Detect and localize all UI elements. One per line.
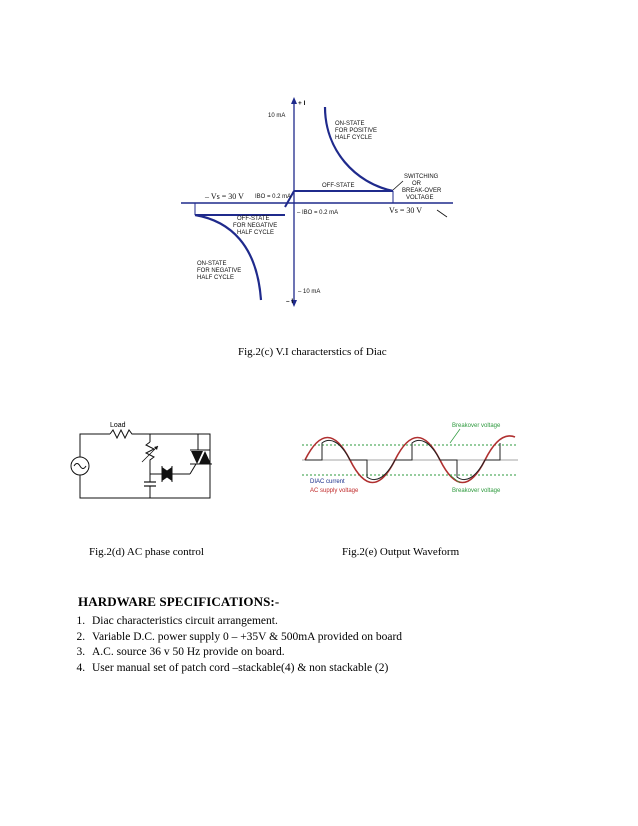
list-item: 1. Diac characteristics circuit arrangement. [88,614,402,630]
hardware-specifications-list [70,614,402,676]
pos-vs-pointer [437,210,447,217]
i-negative-label: – I [286,298,294,305]
ac-phase-control-circuit [62,420,222,510]
switching-label-4: VOLTAGE [406,195,434,201]
diac-current-label: DIAC current [310,479,345,485]
off-state-negative-label-2: FOR NEGATIVE [233,223,278,229]
neg-vs-label: – Vs = 30 V [205,192,244,201]
hardware-specifications-heading: HARDWARE SPECIFICATIONS:- [78,594,280,609]
ibo-negative-label: – IBO = 0.2 mA [297,210,339,216]
sine-glyph-icon [74,464,86,469]
axis-arrow-up-icon [291,97,297,104]
ibo-positive-label: IBO = 0.2 mA [255,194,292,200]
fig-2e-caption: Fig.2(e) Output Waveform [342,546,460,558]
load-label: Load [110,422,126,429]
pos-vs-label: Vs = 30 V [389,206,423,215]
on-state-negative-label-2: FOR NEGATIVE [197,268,242,274]
on-state-negative-label-1: ON-STATE [197,261,227,267]
off-state-negative-label-3: HALF CYCLE [237,230,275,236]
on-state-positive-label-1: ON-STATE [335,121,365,127]
vi-characteristics-figure [175,95,465,310]
breakover-label-bottom: Breakover voltage [452,488,501,494]
fig-2c-caption: Fig.2(c) V.I characterstics of Diac [238,346,387,358]
on-state-positive-curve [325,107,393,191]
off-state-negative-label-1: OFF-STATE [237,216,270,222]
switching-label-3: BREAK-OVER [402,188,442,194]
wire-top-left [80,434,110,457]
breakover-label-top: Breakover voltage [452,423,501,429]
list-item: 4. User manual set of patch cord –stackable(4) & non stackable (2) [88,661,402,677]
list-item: 2. Variable D.C. power supply 0 – +35V & 500mA provided on board [88,630,402,646]
on-state-positive-label-2: FOR POSITIVE [335,128,378,134]
ac-supply-label: AC supply voltage [310,488,359,494]
triac-gate [190,464,196,474]
ma-top-label: 10 mA [268,113,286,119]
output-waveform-figure [300,415,520,505]
switching-label-1: SWITCHING [404,174,439,180]
on-state-negative-label-3: HALF CYCLE [197,275,235,281]
breakover-pointer-bottom [450,475,460,483]
load-resistor-icon [110,430,150,438]
i-positive-label: + I [298,100,306,107]
off-state-label: OFF-STATE [322,183,355,189]
switching-label-2: OR [412,181,421,187]
wire-loop [80,434,210,498]
list-item: 3. A.C. source 36 v 50 Hz provide on board. [88,645,402,661]
fig-2d-caption: Fig.2(d) AC phase control [89,546,204,558]
ma-bottom-label: – 10 mA [298,289,321,295]
breakover-pointer-top [450,429,460,443]
on-state-positive-label-3: HALF CYCLE [335,135,373,141]
